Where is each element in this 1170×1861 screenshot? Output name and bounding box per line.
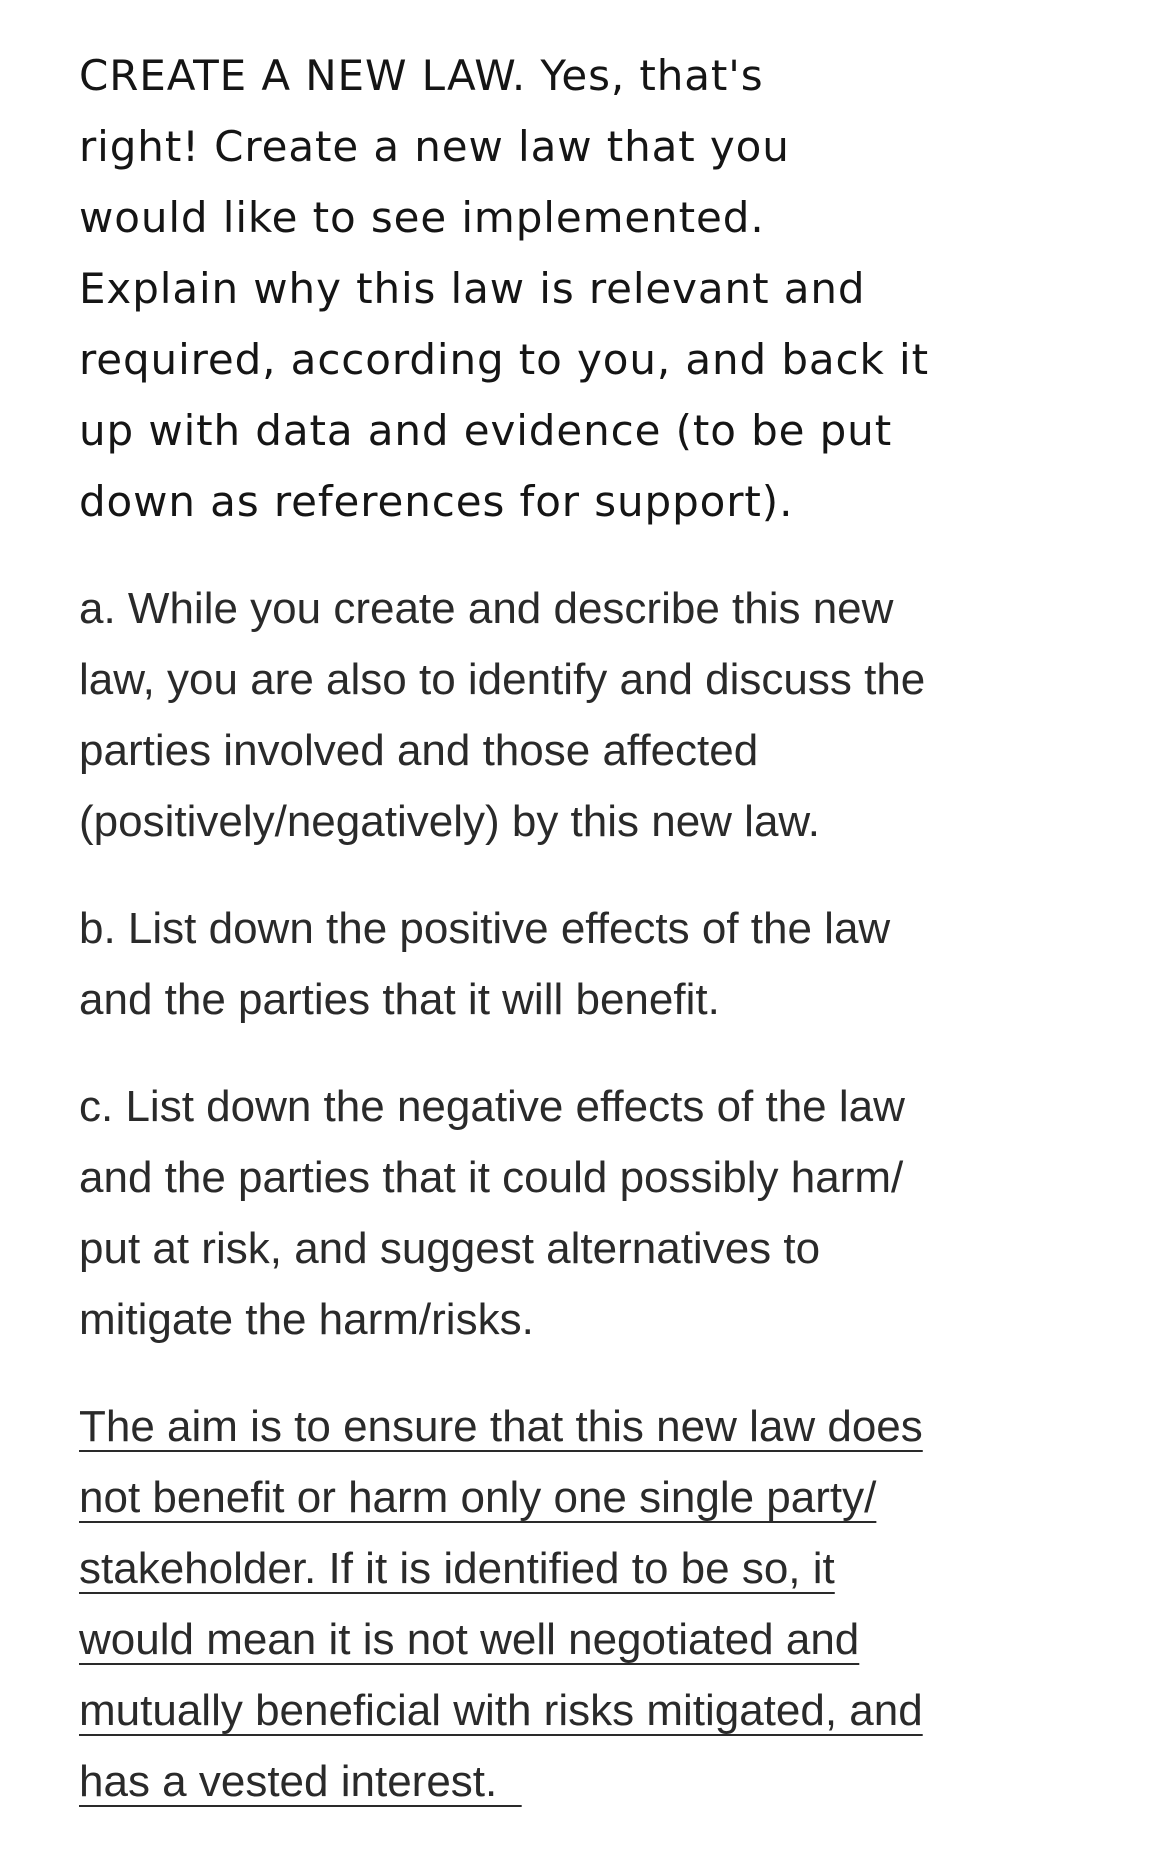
item-a-line: a. While you create and describe this new: [79, 584, 894, 633]
item-b-line: b. List down the positive effects of the law: [79, 904, 891, 953]
spacer: [79, 1355, 979, 1391]
item-c-line: put at risk, and suggest alternatives to: [79, 1224, 821, 1273]
item-c-line: and the parties that it could possibly harm/: [79, 1153, 904, 1202]
intro-line: up with data and evidence (to be put: [79, 406, 893, 455]
spacer: [79, 857, 979, 893]
item-a-line: (positively/negatively) by this new law.: [79, 797, 820, 846]
spacer: [79, 537, 979, 573]
intro-line: right! Create a new law that you: [79, 122, 790, 171]
intro-paragraph: [79, 40, 979, 537]
item-a-line: parties involved and those affected: [79, 726, 759, 775]
aim-line: stakeholder. If it is identified to be so, it: [79, 1544, 835, 1593]
item-c-line: c. List down the negative effects of the law: [79, 1082, 905, 1131]
item-c-paragraph: [79, 1071, 979, 1355]
aim-line: would mean it is not well negotiated and: [79, 1615, 860, 1664]
intro-line: would like to see implemented.: [79, 193, 765, 242]
assignment-document: [79, 40, 979, 1817]
aim-line: The aim is to ensure that this new law does: [79, 1402, 923, 1451]
intro-line: CREATE A NEW LAW. Yes, that's: [79, 51, 764, 100]
aim-line: has a vested interest.: [79, 1757, 522, 1806]
aim-line: not benefit or harm only one single party/: [79, 1473, 877, 1522]
item-a-paragraph: [79, 573, 979, 857]
aim-paragraph: [79, 1391, 979, 1817]
spacer: [79, 1035, 979, 1071]
intro-line: required, according to you, and back it: [79, 335, 929, 384]
item-b-paragraph: [79, 893, 979, 1035]
intro-line: Explain why this law is relevant and: [79, 264, 866, 313]
item-b-line: and the parties that it will benefit.: [79, 975, 720, 1024]
aim-line: mutually beneficial with risks mitigated, and: [79, 1686, 923, 1735]
item-a-line: law, you are also to identify and discuss the: [79, 655, 926, 704]
intro-line: down as references for support).: [79, 477, 794, 526]
item-c-line: mitigate the harm/risks.: [79, 1295, 534, 1344]
